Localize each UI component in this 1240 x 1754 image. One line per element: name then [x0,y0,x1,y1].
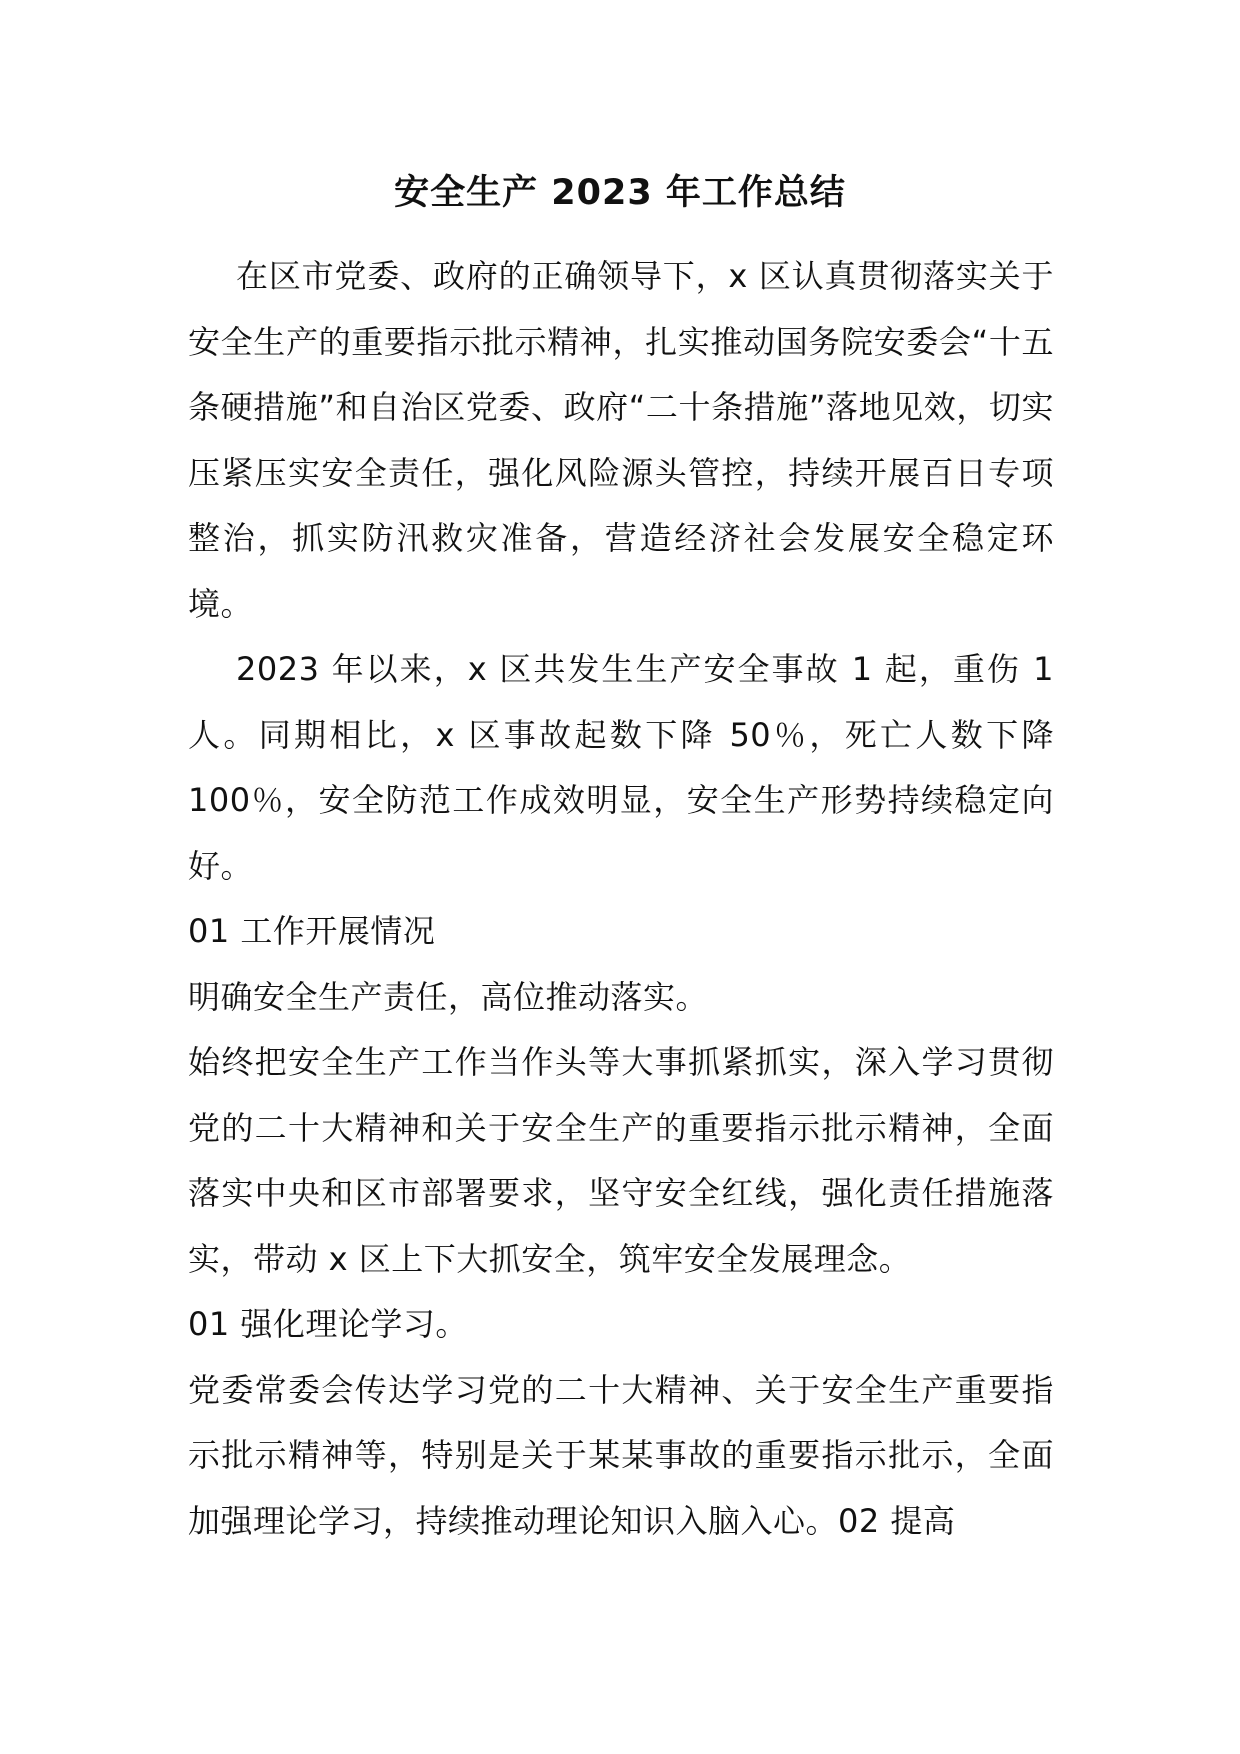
item-heading: 01 强化理论学习。 [188,1305,468,1343]
paragraph-statistics: 2023 年以来，x 区共发生生产安全事故 1 起，重伤 1 人。同期相比，x 区事故起数下降 50％，死亡人数下降 100％，安全防范工作成效明显，安全生产形势持续稳定向好。 [188,650,1054,885]
paragraph-theory-study: 党委常委会传达学习党的二十大精神、关于安全生产重要指示批示精神等，特别是关于某某事故的重要指示批示，全面加强理论学习，持续推动理论知识入脑入心。02 提高 [188,1370,1054,1540]
subsection-heading: 明确安全生产责任，高位推动落实。 [188,977,709,1016]
paragraph-responsibility: 始终把安全生产工作当作头等大事抓紧抓实，深入学习贯彻党的二十大精神和关于安全生产的重要指示批示精神，全面落实中央和区市部署要求，坚守安全红线，强化责任措施落实，带动 x 区上下大抓安全，筑牢安全发展理念。 [188,1043,1054,1278]
document-body [188,244,1054,1554]
document-title: 安全生产 2023 年工作总结 [394,173,846,213]
paragraph-intro: 在区市党委、政府的正确领导下，x 区认真贯彻落实关于安全生产的重要指示批示精神，扎实推动国务院安委会“十五条硬措施”和自治区党委、政府“二十条措施”落地见效，切实压紧压实安全责任，强化风险源头管控，持续开展百日专项整治，抓实防汛救灾准备，营造经济社会发展安全稳定环境。 [188,257,1054,623]
section-heading: 01 工作开展情况 [188,912,436,950]
